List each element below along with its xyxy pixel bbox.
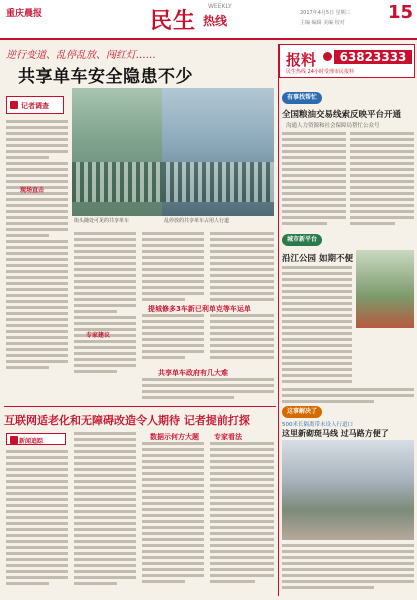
masthead	[0, 0, 417, 40]
right-body-2a	[282, 266, 352, 386]
newspaper-brand: 重庆晨报	[6, 9, 43, 19]
editors-line: 主编 编辑 美编 校对	[300, 20, 345, 26]
right-body-1b	[350, 132, 414, 228]
right-title-1: 全国粮油交易线索反映平台开通	[282, 110, 402, 120]
hotline-number: 63823333	[334, 50, 412, 64]
bottom-tag	[6, 433, 66, 445]
hotline-label: 报料	[286, 51, 317, 69]
right-sub-1: 沟通人力资源和社会保障局帮忙公众号	[286, 123, 380, 129]
right-body-1a	[282, 132, 346, 228]
lead-body-col4	[210, 232, 274, 304]
right-badge-1: 有事找帮忙	[282, 92, 322, 104]
bikes-image	[162, 162, 274, 202]
reporter-tag-label: 记者调查	[21, 102, 49, 110]
hotline-box	[279, 44, 415, 78]
middle-body-3	[142, 378, 274, 402]
bikes-image	[72, 162, 162, 202]
park-photo	[356, 250, 414, 328]
lead-body-col3	[142, 232, 204, 304]
bottom-tag-label: 新闻追踪	[19, 438, 44, 445]
lead-body-col1	[6, 120, 68, 372]
phone-icon	[323, 52, 332, 61]
bottom-body-col2	[74, 432, 136, 588]
right-badge-3: 这事解决了	[282, 406, 322, 418]
lead-subhead-2: 专家建议	[86, 332, 111, 339]
section-divider	[4, 406, 276, 407]
lead-photo-right	[162, 88, 274, 216]
hotline-note: 民生热线 24小时受理市民报料	[286, 69, 354, 75]
column-divider	[278, 44, 279, 596]
lead-kicker: 逆行变道、乱停乱放、闯红灯……	[6, 50, 156, 61]
middle-body-1	[142, 314, 204, 362]
bottom-headline: 互联网适老化和无障碍改造令人期待 记者提前打探	[4, 414, 250, 427]
right-title-3: 这里新砌斑马线 过马路方便了	[282, 429, 389, 438]
middle-title-1: 提城修多3车新已利单克等车运单	[148, 305, 251, 313]
page-number: 15	[388, 2, 414, 23]
reporter-tag	[6, 96, 64, 114]
tag-icon	[10, 436, 18, 444]
right-badge-2: 城市新平台	[282, 234, 322, 246]
right-title-2: 沿江公园 如期不便	[282, 254, 353, 264]
right-body-2b	[282, 388, 414, 406]
middle-title-3: 数据示何方大题	[150, 433, 199, 441]
dateline: 2017年4月5日 星期三	[300, 10, 351, 16]
lead-subhead-1: 现场直击	[20, 187, 45, 194]
lead-photo-left	[72, 88, 162, 216]
tag-icon	[10, 101, 18, 109]
bottom-body-col3	[142, 442, 204, 586]
bottom-body-col4	[210, 442, 274, 586]
bottom-body-col1	[6, 450, 68, 588]
crosswalk-photo	[282, 440, 414, 540]
section-title: 民生	[150, 9, 197, 34]
right-body-3	[282, 544, 414, 592]
lead-body-col2	[74, 232, 136, 376]
weekly-label: WEEKLY	[208, 3, 232, 10]
photo-caption-right: 乱停放的共享单车占用人行道	[164, 218, 230, 224]
middle-body-2	[210, 314, 274, 362]
lead-headline: 共享单车安全隐患不少	[18, 67, 193, 87]
middle-title-4: 专家看法	[214, 433, 242, 441]
section-subtitle: 热线	[203, 14, 228, 28]
right-kicker-3: 500米长隔离带未设人行道口	[282, 422, 353, 428]
middle-title-2: 共享单车政府有几大难	[158, 369, 228, 377]
photo-caption-left: 街头随处可见的共享单车	[74, 218, 130, 224]
